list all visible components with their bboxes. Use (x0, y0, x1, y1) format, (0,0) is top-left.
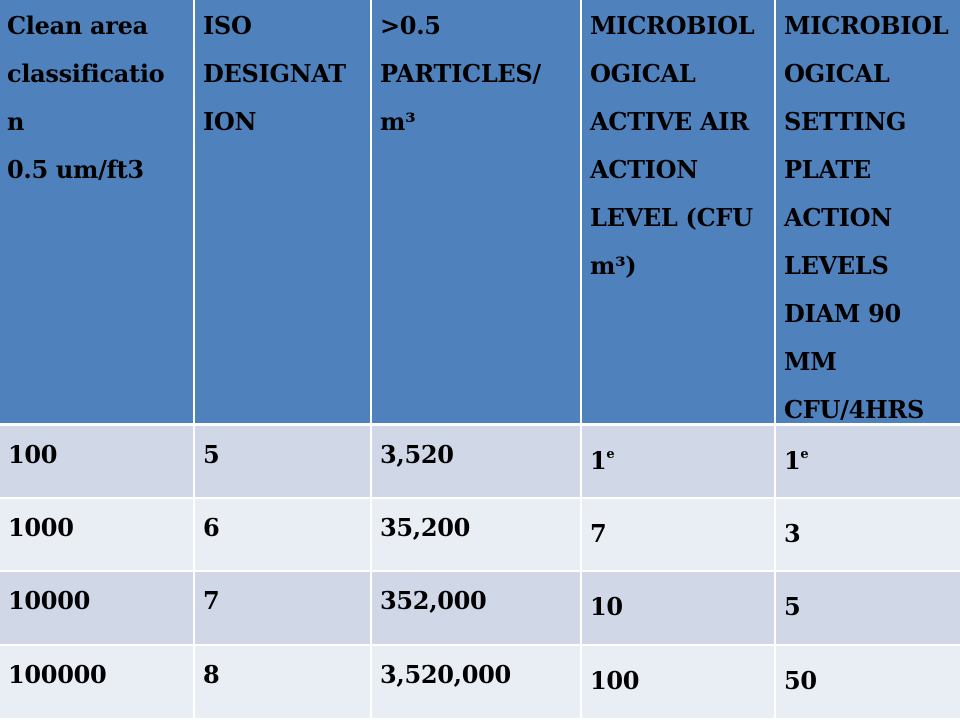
header-line: 0.5 um/ft3 (7, 155, 144, 184)
cell-settling-plate (776, 572, 960, 646)
header-line: OGICAL (784, 59, 890, 88)
header-line: ACTION (784, 203, 892, 232)
header-line: MICROBIOL (784, 11, 949, 40)
cell-active-air (582, 572, 774, 646)
cell-value: 1 (784, 446, 801, 475)
cell-settling-plate (776, 646, 960, 720)
cell-iso: 5 (195, 426, 370, 499)
header-line: LEVEL (CFU (590, 203, 753, 232)
cell-value: 7 (590, 519, 607, 548)
header-microbiological-settling-plate (776, 0, 960, 426)
cell-particles: 3,520,000 (372, 646, 580, 720)
header-line: MM (784, 347, 837, 376)
header-line: CFU/4HRS (784, 395, 925, 424)
header-microbiological-active-air (582, 0, 774, 426)
header-line: m³ (380, 107, 416, 136)
cell-iso: 8 (195, 646, 370, 720)
cell-active-air (582, 499, 774, 572)
cell-iso: 7 (195, 572, 370, 646)
cell-particles: 3,520 (372, 426, 580, 499)
header-iso-designation (195, 0, 370, 426)
header-line: OGICAL (590, 59, 696, 88)
cell-value: 50 (784, 666, 817, 695)
cell-value: 5 (784, 592, 801, 621)
cell-active-air (582, 426, 774, 499)
cell-particles: 352,000 (372, 572, 580, 646)
cell-superscript: e (800, 447, 809, 462)
header-line: PLATE (784, 155, 871, 184)
header-line: classificatio (7, 59, 165, 88)
header-particles-per-m3 (372, 0, 580, 426)
cell-superscript: e (606, 447, 615, 462)
header-line: LEVELS (784, 251, 889, 280)
header-line: ISO (203, 11, 252, 40)
header-line: Clean area (7, 11, 148, 40)
cell-active-air (582, 646, 774, 720)
cell-value: 10 (590, 592, 623, 621)
cell-settling-plate (776, 499, 960, 572)
header-line: SETTING (784, 107, 907, 136)
header-line: MICROBIOL (590, 11, 755, 40)
cell-class: 100 (0, 426, 193, 499)
cell-particles: 35,200 (372, 499, 580, 572)
cell-settling-plate (776, 426, 960, 499)
cell-value: 3 (784, 519, 801, 548)
cell-value: 1 (590, 446, 607, 475)
header-line: DESIGNAT (203, 59, 346, 88)
header-line: ION (203, 107, 257, 136)
cell-class: 10000 (0, 572, 193, 646)
cell-class: 1000 (0, 499, 193, 572)
header-line: ACTIVE AIR (590, 107, 749, 136)
header-line: PARTICLES/ (380, 59, 541, 88)
header-line: >0.5 (380, 11, 441, 40)
header-clean-area-classification (0, 0, 193, 426)
cell-class: 100000 (0, 646, 193, 720)
header-line: m³) (590, 251, 637, 280)
header-line: DIAM 90 (784, 299, 901, 328)
header-line: ACTION (590, 155, 698, 184)
header-line: n (7, 107, 25, 136)
cell-value: 100 (590, 666, 640, 695)
cell-iso: 6 (195, 499, 370, 572)
